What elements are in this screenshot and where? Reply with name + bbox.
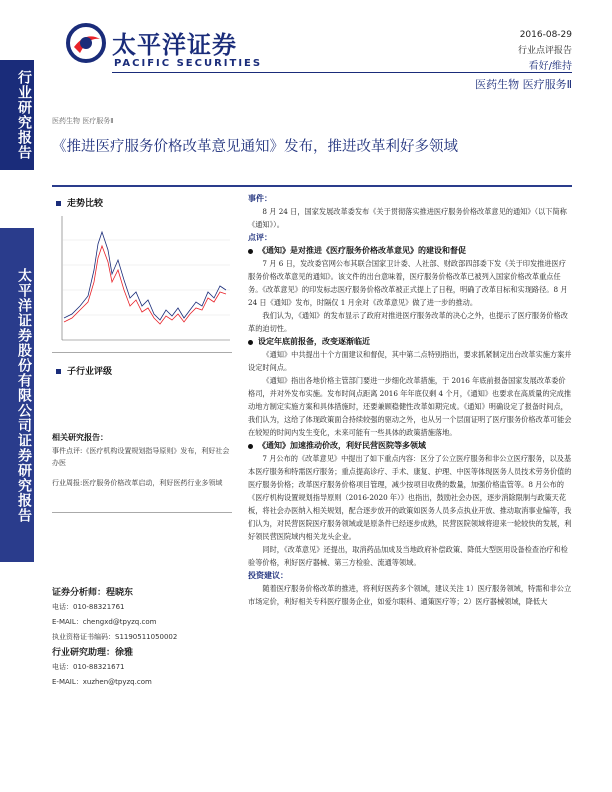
analyst-cert: 执业资格证书编码：S1190511050002 [52, 633, 178, 641]
sidebar-top-label: 行业研究报告 [16, 70, 32, 160]
trend-section-title [56, 196, 103, 209]
analyst-label: 证券分析师：程晓东 [52, 588, 134, 598]
report-type: 行业点评报告 [517, 46, 572, 56]
sidebar-middle-label: 太平洋证券股份有限公司证券研究报告 [16, 267, 32, 523]
sector-label: 医药生物 医疗服务Ⅱ [475, 78, 572, 91]
section-bullet-icon [56, 201, 61, 206]
paragraph: 《通知》中共提出十个方面建议和督促，其中第二点特别指出，要求抓紧制定出台改革实施方案并设定时间点。 [248, 350, 572, 372]
related-title: 相关研究报告： [52, 433, 108, 442]
related-report-2[interactable]: 行业周报:医疗服务价格改革启动，利好医药行业多领域 [52, 479, 223, 487]
comment-heading: 点评： [248, 232, 272, 242]
left-divider [52, 352, 232, 353]
trend-chart [52, 210, 232, 350]
contact-email[interactable]: E-MAIL：xuzhen@tpyzq.com [52, 678, 152, 686]
analyst-tel: 电话：010-88321761 [52, 603, 125, 611]
bullet-heading-2-text: 设定年底前报备，改变逐渐临近 [258, 336, 370, 346]
report-date: 2016-08-29 [519, 30, 572, 40]
subindustry-title: 子行业评级 [67, 367, 113, 377]
bullet-heading-1 [248, 244, 572, 257]
paragraph: 我们认为，《通知》的发布显示了政府对推进医疗服务改革的决心之外，也提示了医疗服务价格改革的迫切性。 [248, 311, 568, 333]
sidebar-report-category [0, 60, 34, 170]
breadcrumb: 医药生物 医疗服务Ⅱ [52, 117, 114, 125]
rating: 看好/维持 [528, 61, 572, 72]
header-divider [112, 72, 572, 73]
report-body [248, 192, 572, 608]
related-reports [52, 432, 234, 489]
bullet-icon [248, 340, 253, 345]
page-title: 《推进医疗服务价格改革意见通知》发布，推进改革利好多领域 [52, 139, 458, 155]
event-text: 8 月 24 日，国家发展改革委发布《关于贯彻落实推进医疗服务价格改革意见的通知》（以下简称《通知》）。 [248, 207, 567, 229]
brand-name-cn: 太平洋证券 [112, 31, 237, 59]
contact-label: 行业研究助理：徐雅 [52, 648, 134, 658]
title-divider [52, 185, 572, 187]
paragraph: 同时，《改革意见》还提出，取消药品加成及当地政府补偿政策、降低大型医用设备检查治疗和检验等价格，利好医疗器械、第三方检验、流通等领域。 [248, 545, 568, 567]
section-bullet-icon [56, 369, 61, 374]
pacific-securities-logo-icon [66, 23, 106, 63]
paragraph: 7 月公布的《改革意见》中提出了如下重点内容：区分了公立医疗服务和非公立医疗服务，以及基本医疗服务和特需医疗服务；重点提高诊疗、手术、康复、护理、中医等体现医务人员技术劳务价值的医疗服务价格；改革医疗服务价格项目管理，减少按项目收费的数量，加强价格监管等。8 月公布的《医疗机构设置规划指导原则（2016-2020 年）》也指出，鼓励社会办医，逐步消除限制与政策天花板，将社会办医纳入相关规划，配合逐步放开的政策如医务人员多点执业开放、推动取消事业编等，我们认为，对民营医院医疗服务领域或是原条件已经逐步成熟，民营医院领域将迎来一轮较快的发展，利好领民营医院域内相关龙头企业。 [248, 454, 572, 541]
brand-name-en: PACIFIC SECURITIES [114, 58, 263, 69]
subindustry-section-title [56, 364, 112, 377]
analyst-block [52, 585, 234, 688]
contact-tel: 电话：010-88321671 [52, 663, 125, 671]
related-report-1[interactable]: 事件点评:《医疗机构设置规划指导原则》发布，利好社会办医 [52, 447, 230, 467]
trend-title: 走势比较 [67, 199, 104, 209]
bullet-heading-3-text: 《通知》加速推动价改，利好民营医院等多领域 [258, 440, 426, 450]
trend-line-market [64, 246, 226, 324]
advice-heading: 投资建议： [248, 570, 288, 580]
paragraph: 7 月 6 日，发改委官网公布其联合国家卫计委、人社部、财政部四部委下发《关于印发推进医疗服务价格改革意见的通知》。该文件的出台意味着，医疗服务价格改革已被列入国家价格改革重点任务。《改革意见》的印发标志医疗服务价格改革被正式提上了日程，明确了改革目标和实现路径。8 月 24 日《通知》发布，时隔仅 1 月余对《改革意见》做了进一步的推动。 [248, 259, 568, 307]
sidebar-company-band [0, 228, 34, 562]
trend-line-sector [64, 232, 226, 320]
event-heading: 事件： [248, 193, 272, 203]
paragraph: 随着医疗服务价格改革的推进，将利好医药多个领域，建议关注 1）医疗服务领域，特需和非公立市场定价，利好相关专科医疗服务企业，如爱尔眼科、通策医疗等；2）医疗器械领域，降低大 [248, 584, 572, 606]
bullet-icon [248, 249, 253, 254]
left-divider [52, 512, 232, 513]
bullet-heading-2 [248, 335, 572, 348]
bullet-heading-1-text: 《通知》是对推进《医疗服务价格改革意见》的建设和督促 [258, 245, 466, 255]
paragraph: 《通知》指出各地价格主管部门要进一步细化改革措施，于 2016 年底前报备国家发展改革委价格司，并对外发布实施。发布时间点距离 2016 年年底仅剩 4 个月，《通知》也要求在高质量的完成推动地方制定实施方案和具体措施时，还要兼顾稳健性改革如期完成。《通知》明确设定了报备时间点，我们认为，这给了体现政策面合持续较强的驱动之外，也从另一个层面证明了医疗服务价格改革可能会在较短的时间内发生变化，未来可能有一些具体的政策措施落地。 [248, 376, 572, 437]
bullet-icon [248, 444, 253, 449]
analyst-email[interactable]: E-MAIL：chengxd@tpyzq.com [52, 618, 157, 626]
bullet-heading-3 [248, 439, 572, 452]
